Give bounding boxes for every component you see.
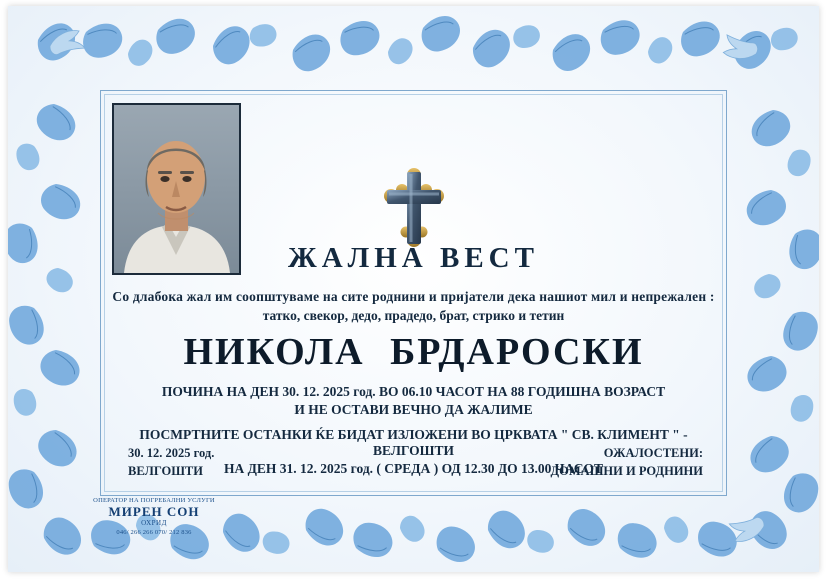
footer-left — [120, 444, 214, 480]
footer-date: 30. 12. 2025 год. — [128, 445, 215, 460]
viewing-line-1: ПОСМРТНИТЕ ОСТАНКИ ЌЕ БИДАТ ИЗЛОЖЕНИ ВО ЦРКВАТА " СВ. КЛИМЕНТ " - ВЕЛГОШТИ — [139, 427, 688, 458]
mourners-text: ДОМАШНИ И РОДНИНИ — [550, 463, 703, 478]
footer-place: ВЕЛГОШТИ — [128, 463, 203, 478]
lead-line-1: Со длабока жал им соопштуваме на сите роднини и пријатели дека нашиот мил и непрежален : — [112, 289, 715, 304]
funeral-agency-stamp — [66, 497, 242, 536]
footer-right — [551, 444, 707, 480]
notice-title: ЖАЛНА ВЕСТ — [288, 242, 539, 274]
lead-line-2: татко, свекор, дедо, прадедо, брат, стрико и тетин — [262, 308, 565, 323]
obituary-card — [8, 6, 819, 572]
death-line-2: И НЕ ОСТАВИ ВЕЧНО ДА ЖАЛИМЕ — [294, 402, 533, 417]
footer — [120, 444, 707, 480]
death-line: ПОЧИНА НА ДЕН 30. 12. 2025 год. ВО 06.10 ЧАСОТ НА 88 ГОДИШНА ВОЗРАСТ — [161, 384, 666, 399]
deceased-name: НИКОЛА БРДАРОСКИ — [183, 331, 644, 373]
agency-service-line: ОПЕРАТОР НА ПОГРЕБАЛНИ УСЛУГИ — [93, 497, 215, 505]
agency-phones: 046/ 266 266 070/ 212 836 — [116, 528, 192, 536]
mourners-title: ОЖАЛОСТЕНИ: — [603, 445, 703, 460]
agency-name: МИРЕН СОН — [108, 503, 200, 519]
orthodox-cross-icon — [379, 166, 449, 248]
agency-city: ОХРИД — [141, 519, 167, 528]
viewing-line-2: НА ДЕН 31. 12. 2025 год. ( СРЕДА ) ОД 12.30 ДО 13.00 ЧАСОТ — [224, 461, 603, 476]
